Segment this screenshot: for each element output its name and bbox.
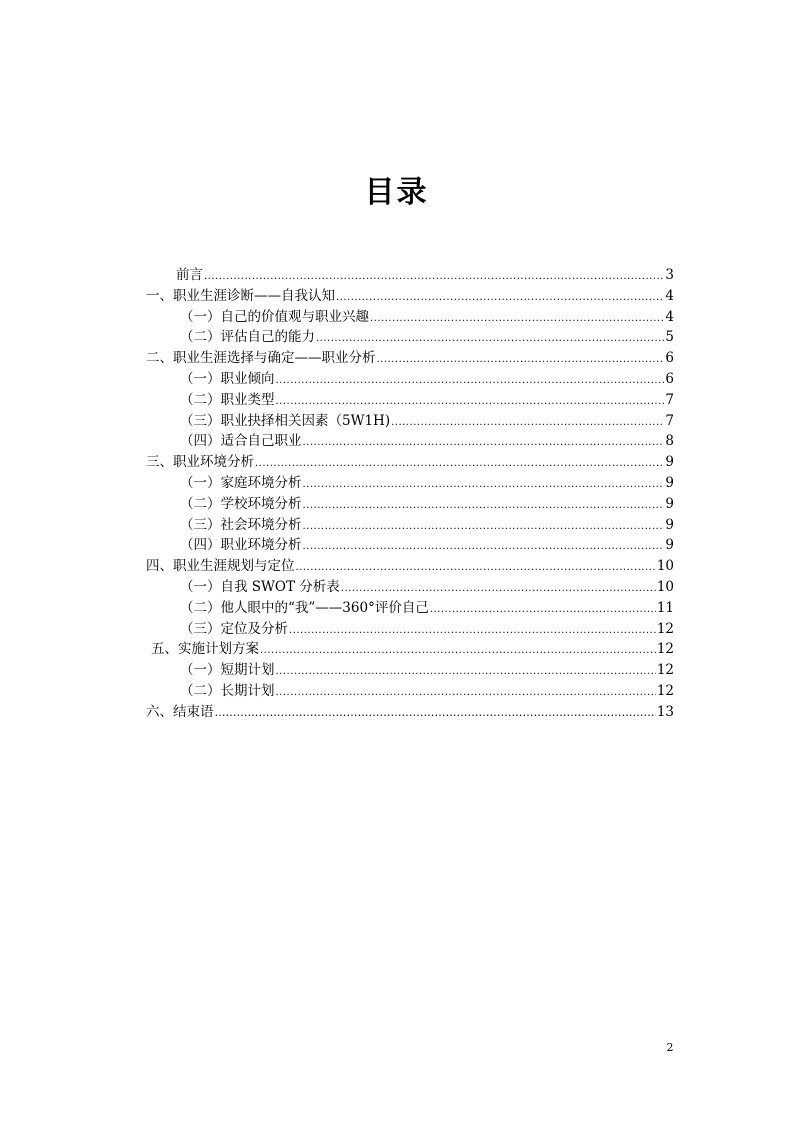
toc-entry-label: （四）适合自己职业 xyxy=(180,433,302,450)
toc-entry-page: 10 xyxy=(656,558,674,575)
toc-dot-leader xyxy=(391,413,664,434)
toc-dot-leader xyxy=(276,392,665,413)
toc-entry-label: （二）职业类型 xyxy=(180,391,275,408)
toc-entry-page: 4 xyxy=(665,308,674,325)
toc-dot-leader xyxy=(303,496,665,517)
toc-entry-page: 13 xyxy=(656,703,674,720)
toc-entry-label: （三）社会环境分析 xyxy=(180,516,302,533)
toc-entry-page: 12 xyxy=(656,682,674,699)
toc-entry[interactable] xyxy=(146,307,674,328)
toc-entry-page: 9 xyxy=(665,454,674,471)
toc-entry[interactable] xyxy=(146,515,674,536)
toc-entry-page: 12 xyxy=(656,641,674,658)
toc-entry-label: 五、实施计划方案 xyxy=(151,641,259,658)
toc-entry-page: 10 xyxy=(656,578,674,595)
toc-entry-label: （一）短期计划 xyxy=(180,662,275,679)
toc-entry-label: 六、结束语 xyxy=(146,703,214,720)
toc-entry-page: 6 xyxy=(665,370,674,387)
toc-entry-page: 9 xyxy=(665,537,674,554)
toc-dot-leader xyxy=(430,600,656,621)
toc-dot-leader xyxy=(336,288,664,309)
toc-dot-leader xyxy=(276,371,665,392)
toc-entry[interactable] xyxy=(146,494,674,515)
page-title: 目录 xyxy=(364,175,429,210)
toc-dot-leader xyxy=(289,621,656,642)
toc-entry-page: 6 xyxy=(665,350,674,367)
toc-entry[interactable] xyxy=(146,619,674,640)
toc-entry-page: 3 xyxy=(665,267,674,283)
toc-entry-label: （二）学校环境分析 xyxy=(180,495,302,512)
toc-entry-page: 9 xyxy=(665,516,674,533)
toc-dot-leader xyxy=(276,683,656,704)
toc-dot-leader xyxy=(303,475,665,496)
toc-entry[interactable] xyxy=(146,265,674,286)
toc-entry[interactable] xyxy=(146,577,674,598)
toc-entry[interactable] xyxy=(146,411,674,432)
toc-entry[interactable] xyxy=(146,535,674,556)
toc-entry-label: （一）自我 SWOT 分析表 xyxy=(180,578,340,595)
toc-entry[interactable] xyxy=(146,348,674,369)
toc-entry-label: 一、职业生涯诊断——自我认知 xyxy=(146,287,335,304)
toc-entry[interactable] xyxy=(146,431,674,452)
page-number: 2 xyxy=(666,1041,674,1054)
toc-entry-label: （四）职业环境分析 xyxy=(180,537,302,554)
toc-entry-label: 三、职业环境分析 xyxy=(146,454,254,471)
toc-entry[interactable] xyxy=(146,556,674,577)
toc-dot-leader xyxy=(303,517,665,538)
toc-dot-leader xyxy=(303,433,665,454)
toc-entry-label: 前言 xyxy=(176,267,203,283)
toc-entry[interactable] xyxy=(146,390,674,411)
toc-entry-label: 四、职业生涯规划与定位 xyxy=(146,558,295,575)
toc-dot-leader xyxy=(260,641,656,662)
toc-entry-page: 11 xyxy=(656,599,674,616)
toc-entry[interactable] xyxy=(146,598,674,619)
toc-entry-label: 二、职业生涯选择与确定——职业分析 xyxy=(146,350,376,367)
toc-dot-leader xyxy=(377,350,665,371)
toc-dot-leader xyxy=(316,329,664,350)
toc-entry[interactable] xyxy=(146,473,674,494)
toc-entry[interactable] xyxy=(146,681,674,702)
toc-entry-page: 7 xyxy=(665,412,674,429)
toc-entry-label: （一）职业倾向 xyxy=(180,370,275,387)
toc-dot-leader xyxy=(303,537,665,558)
toc-dot-leader xyxy=(370,309,664,330)
toc-entry-label: （一）自己的价值观与职业兴趣 xyxy=(180,308,369,325)
toc-dot-leader xyxy=(276,662,656,683)
toc-entry-label: （二）长期计划 xyxy=(180,682,275,699)
toc-entry-label: （二）评估自己的能力 xyxy=(180,329,315,346)
toc-entry-page: 5 xyxy=(665,329,674,346)
toc-entry[interactable] xyxy=(146,369,674,390)
table-of-contents xyxy=(146,265,674,723)
toc-entry[interactable] xyxy=(146,286,674,307)
toc-entry-label: （三）职业抉择相关因素（5W1H) xyxy=(180,412,391,429)
toc-dot-leader xyxy=(204,267,664,288)
toc-entry[interactable] xyxy=(146,327,674,348)
toc-dot-leader xyxy=(341,579,656,600)
toc-entry[interactable] xyxy=(146,702,674,723)
toc-entry-page: 9 xyxy=(665,495,674,512)
toc-entry-page: 12 xyxy=(656,620,674,637)
toc-entry-page: 12 xyxy=(656,662,674,679)
toc-entry-label: （三）定位及分析 xyxy=(180,620,288,637)
toc-entry-page: 9 xyxy=(665,474,674,491)
toc-entry-page: 4 xyxy=(665,287,674,304)
toc-entry[interactable] xyxy=(146,639,674,660)
toc-entry-page: 8 xyxy=(665,433,674,450)
toc-dot-leader xyxy=(255,454,664,475)
toc-entry-label: （一）家庭环境分析 xyxy=(180,474,302,491)
toc-entry[interactable] xyxy=(146,452,674,473)
toc-dot-leader xyxy=(215,703,656,725)
toc-entry-page: 7 xyxy=(665,391,674,408)
toc-entry[interactable] xyxy=(146,660,674,681)
toc-entry-label: （二）他人眼中的“我”——360°评价自己 xyxy=(180,599,429,616)
toc-dot-leader xyxy=(296,558,656,579)
